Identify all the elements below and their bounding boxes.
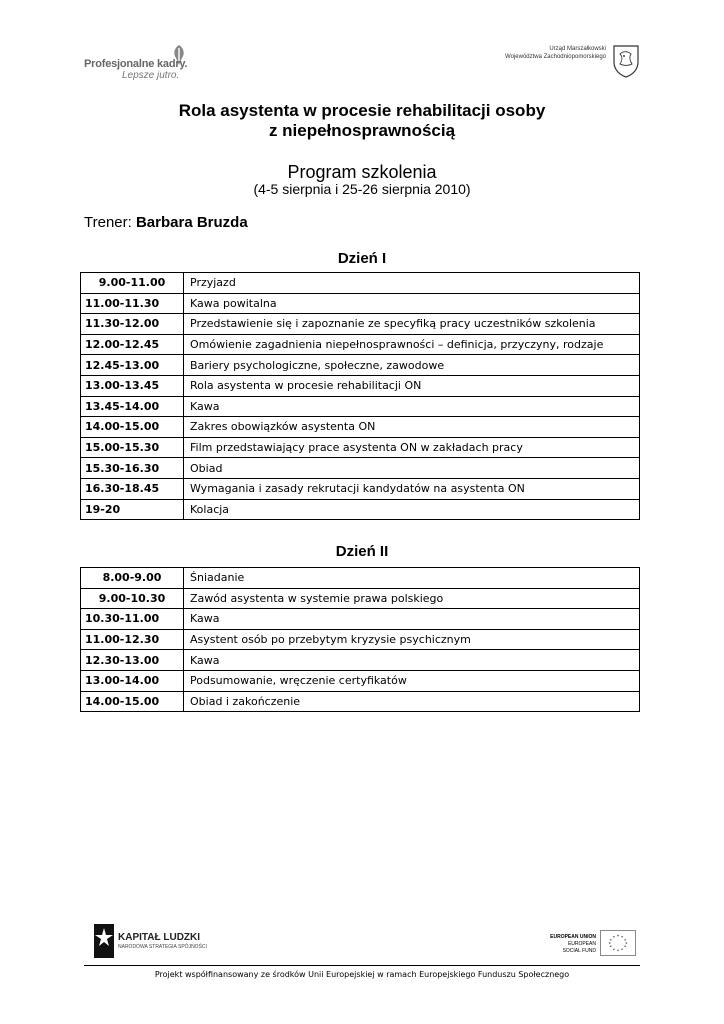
time-cell: 13.00-13.45 — [81, 375, 184, 396]
day-2-heading: Dzień II — [335, 543, 389, 560]
time-cell: 9.00-11.00 — [81, 273, 184, 294]
activity-cell: Obiad i zakończenie — [184, 691, 640, 712]
activity-cell: Zawód asystenta w systemie prawa polskiego — [184, 588, 640, 609]
kapital-ludzki-logo — [94, 924, 224, 960]
activity-cell: Obiad — [184, 458, 640, 479]
logo-line-1: Profesjonalne kadry. — [84, 58, 188, 70]
time-cell: 10.30-11.00 — [81, 609, 184, 630]
time-cell: 9.00-10.30 — [81, 588, 184, 609]
table-row — [81, 458, 640, 479]
table-row — [81, 478, 640, 499]
time-cell: 8.00-9.00 — [81, 568, 184, 589]
activity-cell: Kolacja — [184, 499, 640, 520]
table-row — [81, 314, 640, 335]
activity-cell: Kawa — [184, 396, 640, 417]
time-cell: 11.00-12.30 — [81, 629, 184, 650]
table-row — [81, 499, 640, 520]
activity-cell: Omówienie zagadnienia niepełnosprawności – definicja, przyczyny, rodzaje — [184, 334, 640, 355]
activity-cell: Asystent osób po przebytym kryzysie psychicznym — [184, 629, 640, 650]
document-title-line-2: z niepełnosprawnością — [268, 121, 456, 140]
time-cell: 19-20 — [81, 499, 184, 520]
table-row — [81, 568, 640, 589]
table-row — [81, 609, 640, 630]
activity-cell: Kawa powitalna — [184, 293, 640, 314]
eu-line-3: SOCIAL FUND — [562, 948, 596, 954]
activity-cell: Bariery psychologiczne, społeczne, zawodowe — [184, 355, 640, 376]
time-cell: 15.00-15.30 — [81, 437, 184, 458]
day-1-schedule-table — [80, 272, 640, 520]
table-row — [81, 629, 640, 650]
activity-cell: Przyjazd — [184, 273, 640, 294]
document-title-line-1: Rola asystenta w procesie rehabilitacji osoby — [178, 101, 546, 120]
activity-cell: Wymagania i zasady rekrutacji kandydatów na asystenta ON — [184, 478, 640, 499]
table-row — [81, 334, 640, 355]
activity-cell: Kawa — [184, 650, 640, 671]
table-row — [81, 650, 640, 671]
eu-line-1: EUROPEAN UNION — [550, 934, 596, 940]
eu-social-fund-logo — [544, 930, 636, 958]
activity-cell: Przedstawienie się i zapoznanie ze specyfiką pracy uczestników szkolenia — [184, 314, 640, 335]
footer-funding-note: Projekt współfinansowany ze środków Unii Europejskiej w ramach Europejskiego Funduszu Społecznego — [154, 970, 570, 979]
time-cell: 11.00-11.30 — [81, 293, 184, 314]
day-2-schedule-table — [80, 567, 640, 712]
time-cell: 13.45-14.00 — [81, 396, 184, 417]
kapital-ludzki-name: KAPITAŁ LUDZKI — [118, 932, 201, 943]
activity-cell: Zakres obowiązków asystenta ON — [184, 417, 640, 438]
table-row — [81, 691, 640, 712]
activity-cell: Śniadanie — [184, 568, 640, 589]
activity-cell: Film przedstawiający prace asystenta ON w zakładach pracy — [184, 437, 640, 458]
time-cell: 13.00-14.00 — [81, 670, 184, 691]
table-row — [81, 437, 640, 458]
trainer-name: Barbara Bruzda — [135, 214, 248, 231]
time-cell: 14.00-15.00 — [81, 691, 184, 712]
logo-line-2: Lepsze jutro. — [122, 70, 180, 81]
time-cell: 12.00-12.45 — [81, 334, 184, 355]
table-row — [81, 273, 640, 294]
program-dates: (4-5 sierpnia i 25-26 sierpnia 2010) — [253, 181, 471, 197]
trainer-line — [84, 214, 248, 231]
kapital-ludzki-tagline: NARODOWA STRATEGIA SPÓJNOŚCI — [118, 944, 207, 950]
day-1-heading: Dzień I — [337, 250, 387, 267]
urzad-marszalkowski-logo — [500, 44, 640, 84]
trainer-label: Trener: — [84, 214, 132, 231]
activity-cell: Kawa — [184, 609, 640, 630]
table-row — [81, 588, 640, 609]
footer-divider — [84, 965, 640, 966]
office-line-2: Województwa Zachodniopomorskiego — [505, 54, 606, 60]
table-row — [81, 670, 640, 691]
time-cell: 12.45-13.00 — [81, 355, 184, 376]
kapital-ludzki-star-icon — [94, 924, 114, 958]
table-row — [81, 355, 640, 376]
eu-flag-icon — [600, 930, 636, 956]
time-cell: 14.00-15.00 — [81, 417, 184, 438]
profesjonalne-kadry-logo — [84, 44, 194, 84]
program-subtitle: Program szkolenia — [287, 162, 437, 182]
table-row — [81, 417, 640, 438]
table-row — [81, 396, 640, 417]
eu-line-2: EUROPEAN — [567, 941, 596, 947]
time-cell: 16.30-18.45 — [81, 478, 184, 499]
time-cell: 15.30-16.30 — [81, 458, 184, 479]
time-cell: 11.30-12.00 — [81, 314, 184, 335]
activity-cell: Rola asystenta w procesie rehabilitacji ON — [184, 375, 640, 396]
table-row — [81, 375, 640, 396]
office-line-1: Urząd Marszałkowski — [549, 46, 606, 52]
coat-of-arms-icon — [612, 44, 640, 78]
activity-cell: Podsumowanie, wręczenie certyfikatów — [184, 670, 640, 691]
table-row — [81, 293, 640, 314]
time-cell: 12.30-13.00 — [81, 650, 184, 671]
